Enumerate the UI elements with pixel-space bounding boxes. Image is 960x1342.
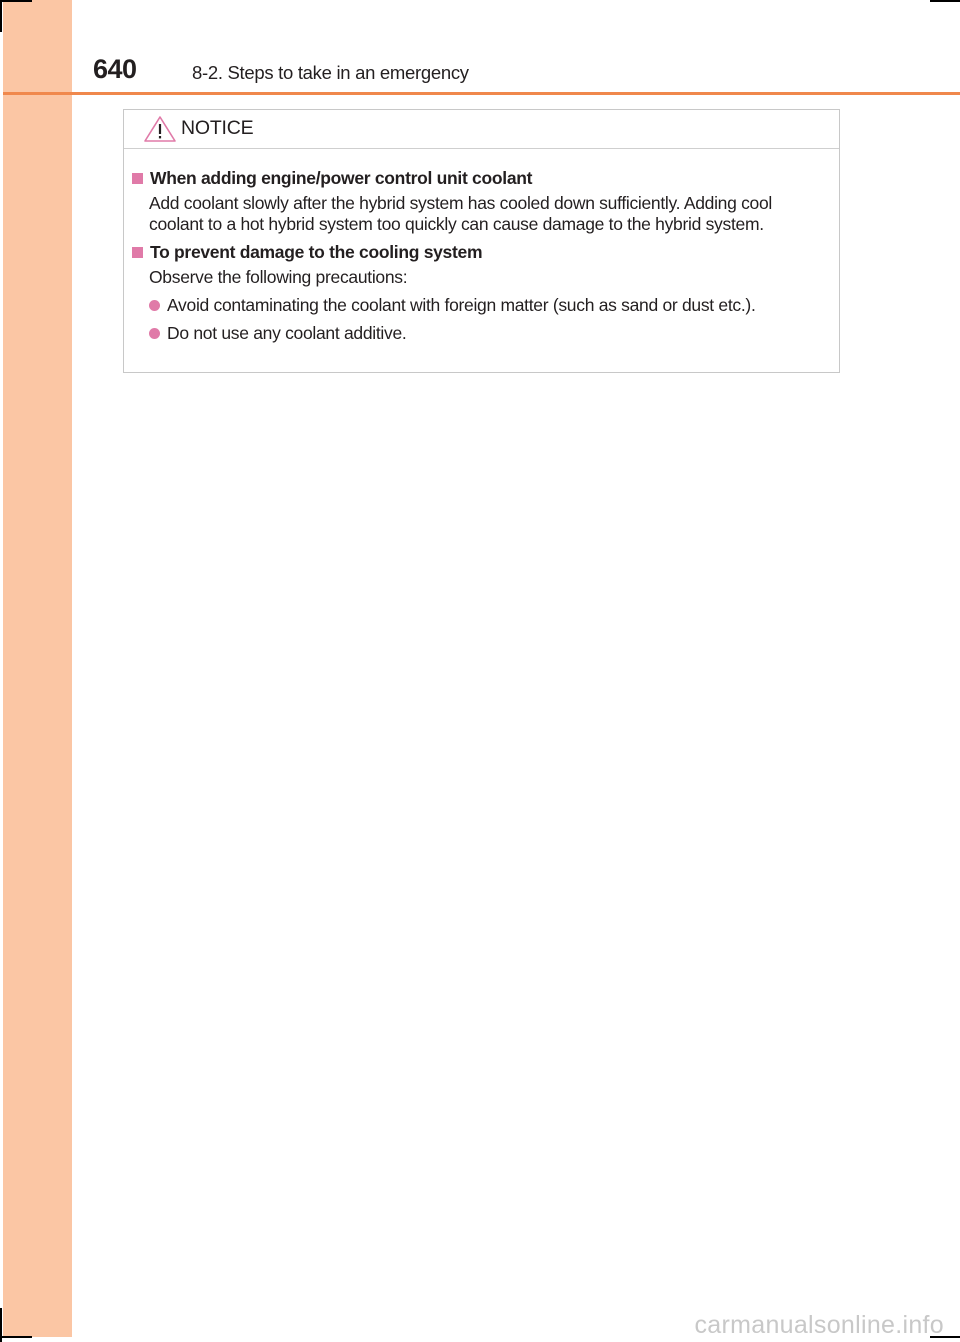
section-heading-text: To prevent damage to the cooling system [150,241,483,262]
crop-mark-top-left-v [0,0,2,32]
watermark-text: carmanualsonline.info [694,1311,944,1339]
list-item [149,294,829,316]
notice-box [123,109,840,373]
crop-mark-bottom-left-h [0,1336,32,1338]
section-paragraph: Observe the following precautions: [149,267,408,287]
list-item [149,322,829,344]
crop-mark-top-right-h [930,0,960,2]
circle-bullet-icon [149,328,160,339]
list-item-text: Do not use any coolant additive. [167,322,407,343]
notice-body [124,149,839,344]
notice-header [124,110,839,149]
square-bullet-icon [132,173,143,184]
section-heading-text: When adding engine/power control unit coolant [150,167,533,188]
header-rule [3,92,960,95]
section-paragraph: Add coolant slowly after the hybrid system has cooled down sufficiently. Adding cool coolant to a hot hybrid system too quickly can cause damage to the hybrid system. [149,193,772,234]
square-bullet-icon [132,247,143,258]
section-heading [132,167,829,189]
circle-bullet-icon [149,300,160,311]
list-item-text: Avoid contaminating the coolant with foreign matter (such as sand or dust etc.). [167,294,756,315]
page-number: 640 [93,54,137,84]
crop-mark-top-left-h [0,0,32,2]
side-color-band [3,0,72,1337]
section-heading [132,241,829,263]
warning-triangle-icon [143,115,177,143]
section-title: 8-2. Steps to take in an emergency [192,62,469,83]
notice-label: NOTICE [181,116,254,139]
